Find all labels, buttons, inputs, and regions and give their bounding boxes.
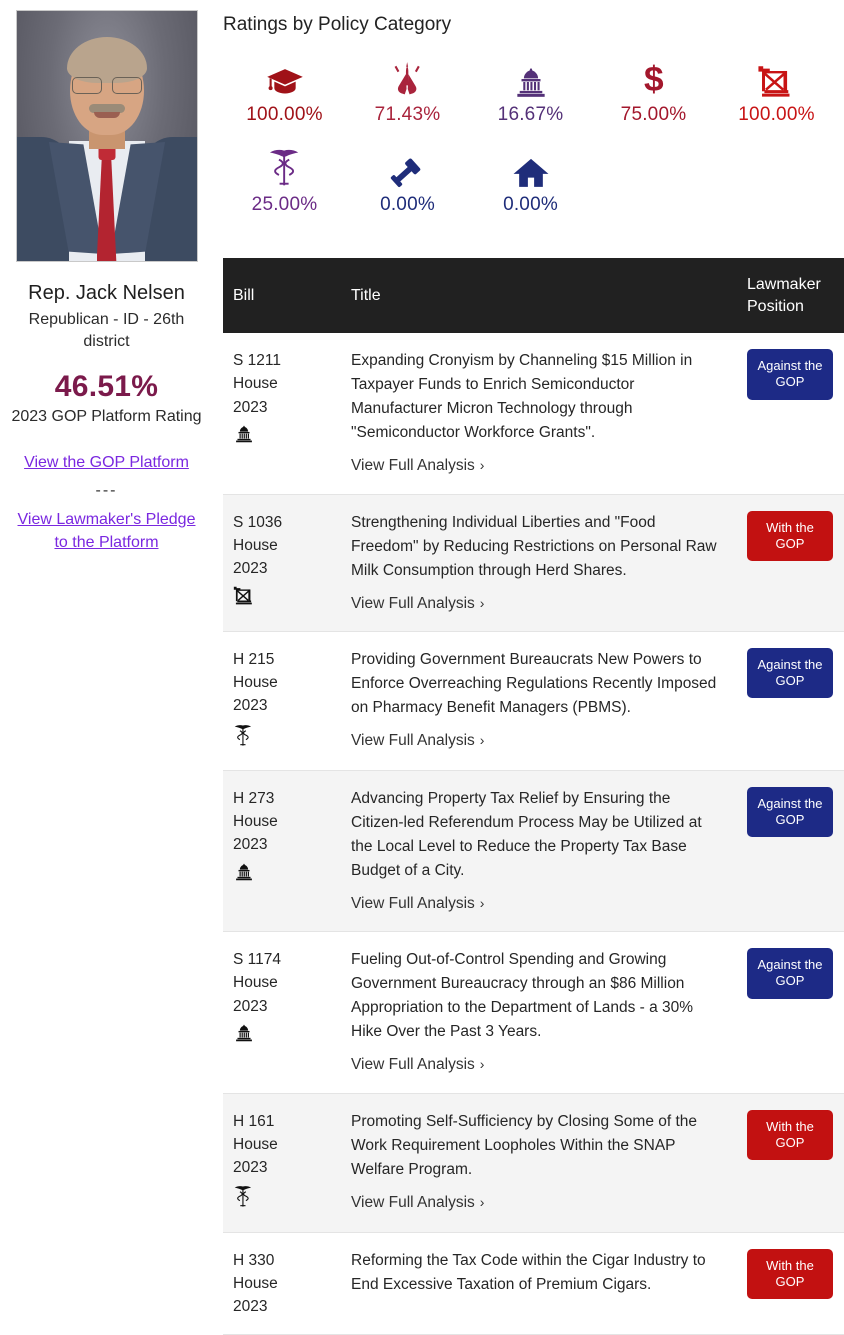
chevron-right-icon: › bbox=[479, 731, 485, 748]
bill-chamber: House bbox=[233, 1274, 278, 1292]
chevron-right-icon: › bbox=[479, 1193, 485, 1210]
platform-rating-value: 46.51% bbox=[54, 370, 159, 404]
main-content bbox=[215, 0, 844, 1335]
view-full-analysis-label: View Full Analysis bbox=[351, 457, 475, 475]
bill-identifier: H 161 bbox=[233, 1112, 275, 1130]
view-full-analysis-link[interactable] bbox=[351, 592, 484, 615]
view-full-analysis-link[interactable] bbox=[351, 1191, 484, 1214]
bill-title: Providing Government Bureaucrats New Powers to Enforce Overreaching Regulations Recently Imposed on Pharmacy Benefit Managers (PBMS). bbox=[351, 650, 717, 716]
lawmaker-position-badge[interactable]: Against the GOP bbox=[747, 648, 833, 699]
rating-percent: 100.00% bbox=[738, 104, 815, 125]
table-row bbox=[223, 932, 844, 1093]
bill-year: 2023 bbox=[233, 1159, 268, 1177]
bill-chamber: House bbox=[233, 813, 278, 831]
capitol-dome-icon bbox=[469, 52, 592, 98]
position-cell bbox=[737, 333, 844, 494]
chevron-right-icon: › bbox=[479, 594, 485, 611]
lawmaker-position-badge[interactable]: Against the GOP bbox=[747, 787, 833, 838]
caduceus-icon bbox=[233, 1185, 331, 1215]
title-cell bbox=[341, 770, 737, 931]
capitol-dome-icon bbox=[233, 425, 331, 450]
position-cell bbox=[737, 494, 844, 631]
view-full-analysis-label: View Full Analysis bbox=[351, 894, 475, 912]
bill-title: Expanding Cronyism by Channeling $15 Million in Taxpayer Funds to Enrich Semiconductor Manufacturer Micron Technology through "Semiconductor Workforce Grants". bbox=[351, 352, 693, 442]
view-full-analysis-label: View Full Analysis bbox=[351, 594, 475, 612]
lawmaker-position-badge[interactable]: Against the GOP bbox=[747, 948, 833, 999]
praying-hands-icon bbox=[346, 52, 469, 98]
bill-chamber: House bbox=[233, 674, 278, 692]
title-cell bbox=[341, 631, 737, 770]
chevron-right-icon: › bbox=[479, 457, 485, 474]
bill-cell bbox=[223, 932, 341, 1093]
rating-category-education[interactable] bbox=[223, 52, 346, 126]
lawmaker-sidebar bbox=[0, 0, 215, 554]
bill-cell bbox=[223, 1093, 341, 1232]
capitol-dome-icon bbox=[233, 1024, 331, 1049]
bill-chamber: House bbox=[233, 1135, 278, 1153]
rating-category-energy[interactable] bbox=[715, 52, 838, 126]
ratings-section-title: Ratings by Policy Category bbox=[223, 14, 452, 35]
bills-table-head bbox=[223, 258, 844, 333]
bill-title: Strengthening Individual Liberties and "Food Freedom" by Reducing Restrictions on Personal Raw Milk Consumption through Herd Shares. bbox=[351, 513, 717, 579]
bill-cell bbox=[223, 1232, 341, 1335]
lawmaker-portrait bbox=[16, 10, 198, 262]
bill-cell bbox=[223, 770, 341, 931]
lawmaker-name: Rep. Jack Nelsen bbox=[28, 282, 185, 304]
table-row bbox=[223, 770, 844, 931]
rating-percent: 71.43% bbox=[374, 104, 441, 125]
bill-chamber: House bbox=[233, 974, 278, 992]
bill-identifier: H 273 bbox=[233, 789, 275, 807]
bill-year: 2023 bbox=[233, 1298, 268, 1316]
bill-cell bbox=[223, 333, 341, 494]
position-cell bbox=[737, 770, 844, 931]
lawmaker-position-badge[interactable]: Against the GOP bbox=[747, 349, 833, 400]
position-cell bbox=[737, 1232, 844, 1335]
bill-title: Promoting Self-Sufficiency by Closing Some of the Work Requirement Loopholes Within the SNAP Welfare Program. bbox=[351, 1112, 698, 1178]
lawmaker-position-badge[interactable]: With the GOP bbox=[747, 1249, 833, 1300]
bill-identifier: S 1211 bbox=[233, 352, 281, 370]
rating-percent: 0.00% bbox=[503, 194, 558, 215]
bill-year: 2023 bbox=[233, 697, 268, 715]
title-cell bbox=[341, 1093, 737, 1232]
title-cell bbox=[341, 494, 737, 631]
bill-title: Advancing Property Tax Relief by Ensuring the Citizen-led Referendum Process May be Utilized at the Local Level to Reduce the Property Tax Base Budget of a City. bbox=[351, 789, 702, 879]
title-cell bbox=[341, 1232, 737, 1335]
oil-pump-icon bbox=[715, 52, 838, 98]
position-cell bbox=[737, 1093, 844, 1232]
house-icon bbox=[469, 142, 592, 188]
bill-identifier: S 1174 bbox=[233, 951, 281, 969]
rating-category-family-and-housing[interactable] bbox=[469, 142, 592, 216]
rating-category-judiciary[interactable] bbox=[346, 142, 469, 216]
graduation-cap-icon bbox=[223, 52, 346, 98]
table-row bbox=[223, 494, 844, 631]
table-row bbox=[223, 1093, 844, 1232]
lawmaker-party-district: Republican - ID - 26th district bbox=[28, 311, 185, 350]
view-gop-platform-link[interactable]: View the GOP Platform bbox=[24, 453, 189, 471]
column-header-position: Lawmaker Position bbox=[737, 258, 844, 333]
ratings-by-policy-category bbox=[223, 52, 844, 232]
bill-cell bbox=[223, 631, 341, 770]
view-full-analysis-link[interactable] bbox=[351, 892, 484, 915]
rating-category-government[interactable] bbox=[469, 52, 592, 126]
capitol-dome-icon bbox=[233, 863, 331, 888]
bill-identifier: H 330 bbox=[233, 1251, 275, 1269]
caduceus-icon bbox=[233, 724, 331, 754]
chevron-right-icon: › bbox=[479, 1056, 485, 1073]
dollar-sign-icon bbox=[592, 52, 715, 98]
bill-year: 2023 bbox=[233, 398, 268, 416]
rating-category-religious-liberty[interactable] bbox=[346, 52, 469, 126]
bill-identifier: H 215 bbox=[233, 650, 275, 668]
lawmaker-position-badge[interactable]: With the GOP bbox=[747, 511, 833, 562]
view-lawmaker-pledge-link[interactable]: View Lawmaker's Pledge to the Platform bbox=[17, 510, 196, 551]
bill-cell bbox=[223, 494, 341, 631]
sidebar-separator: --- bbox=[95, 481, 118, 499]
view-full-analysis-label: View Full Analysis bbox=[351, 1193, 475, 1211]
bill-chamber: House bbox=[233, 375, 278, 393]
rating-percent: 0.00% bbox=[380, 194, 435, 215]
table-row bbox=[223, 631, 844, 770]
table-row bbox=[223, 333, 844, 494]
bill-year: 2023 bbox=[233, 836, 268, 854]
table-row bbox=[223, 1232, 844, 1335]
bill-title: Fueling Out-of-Control Spending and Growing Government Bureaucracy through an $86 Million Appropriation to the Department of Lands - a 30% Hike Over the Past 3 Years. bbox=[351, 951, 694, 1041]
lawmaker-position-badge[interactable]: With the GOP bbox=[747, 1110, 833, 1161]
oil-pump-icon bbox=[233, 586, 331, 613]
view-full-analysis-link[interactable] bbox=[351, 1053, 484, 1076]
column-header-title: Title bbox=[341, 258, 737, 333]
table-header-row bbox=[223, 258, 844, 333]
view-full-analysis-label: View Full Analysis bbox=[351, 731, 475, 749]
rating-percent: 25.00% bbox=[251, 194, 318, 215]
title-cell bbox=[341, 932, 737, 1093]
bill-year: 2023 bbox=[233, 997, 268, 1015]
rating-category-taxes-and-spending[interactable] bbox=[592, 52, 715, 126]
view-full-analysis-label: View Full Analysis bbox=[351, 1056, 475, 1074]
title-cell bbox=[341, 333, 737, 494]
svg-text:$: $ bbox=[643, 60, 664, 98]
portrait-mouth bbox=[94, 112, 120, 118]
position-cell bbox=[737, 932, 844, 1093]
gavel-icon bbox=[346, 142, 469, 188]
position-cell bbox=[737, 631, 844, 770]
platform-rating-label: 2023 GOP Platform Rating bbox=[11, 408, 202, 426]
chevron-right-icon: › bbox=[479, 894, 485, 911]
rating-category-healthcare[interactable] bbox=[223, 142, 346, 216]
bill-chamber: House bbox=[233, 536, 278, 554]
rating-percent: 16.67% bbox=[497, 104, 564, 125]
bill-title: Reforming the Tax Code within the Cigar Industry to End Excessive Taxation of Premium Cigars. bbox=[351, 1251, 706, 1293]
bills-table-body bbox=[223, 333, 844, 1335]
bill-year: 2023 bbox=[233, 560, 268, 577]
caduceus-icon bbox=[223, 142, 346, 188]
view-full-analysis-link[interactable] bbox=[351, 729, 484, 752]
view-full-analysis-link[interactable] bbox=[351, 454, 484, 477]
bills-table bbox=[223, 258, 844, 1335]
rating-percent: 75.00% bbox=[620, 104, 687, 125]
rating-percent: 100.00% bbox=[246, 104, 323, 125]
bill-identifier: S 1036 bbox=[233, 513, 283, 531]
portrait-glasses bbox=[71, 77, 143, 93]
column-header-bill: Bill bbox=[223, 258, 341, 333]
